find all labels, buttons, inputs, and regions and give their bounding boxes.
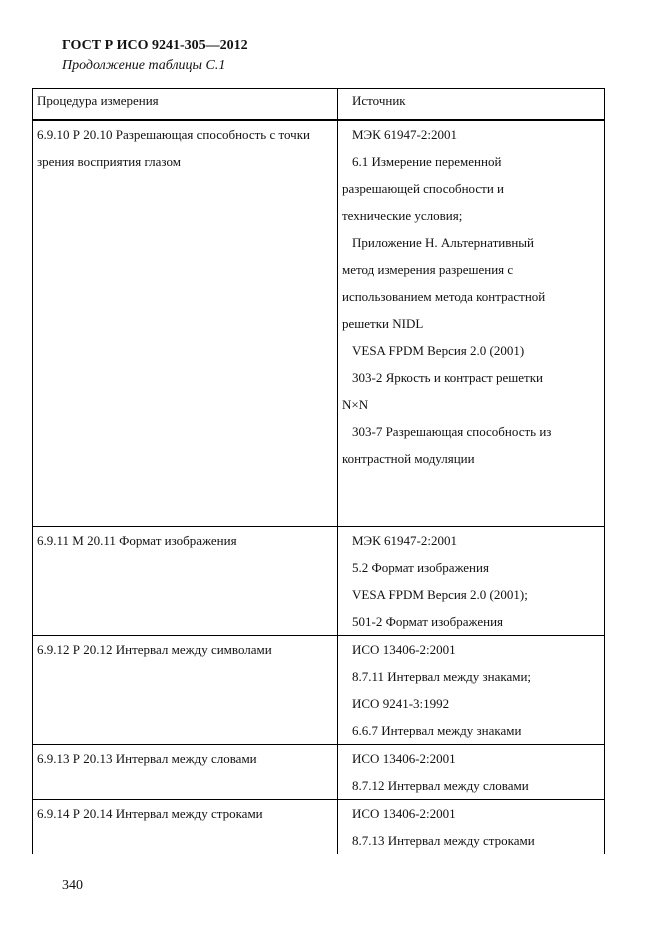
source-line: 303-7 Разрешающая способность из	[352, 424, 552, 439]
source-cell	[338, 527, 605, 636]
source-line: контрастной модуляции	[342, 451, 475, 466]
source-cell	[338, 120, 605, 527]
table-row	[33, 636, 605, 745]
table-continuation-caption: Продолжение таблицы С.1	[62, 58, 226, 73]
document-title: ГОСТ Р ИСО 9241-305—2012	[62, 38, 248, 53]
source-line: 8.7.12 Интервал между словами	[352, 778, 529, 793]
source-line: 5.2 Формат изображения	[352, 560, 489, 575]
source-line	[338, 472, 596, 499]
source-line: VESA FPDM Версия 2.0 (2001)	[352, 343, 525, 358]
source-line: ИСО 13406-2:2001	[352, 751, 456, 766]
table-row	[33, 800, 605, 855]
procedure-cell: 6.9.14 Р 20.14 Интервал между строками	[33, 800, 338, 855]
source-line: N×N	[342, 397, 369, 412]
page-number: 340	[62, 878, 83, 893]
source-line: ИСО 13406-2:2001	[352, 642, 456, 657]
procedure-cell: 6.9.11 М 20.11 Формат изображения	[33, 527, 338, 636]
source-line: использованием метода контрастной	[342, 289, 546, 304]
source-line: МЭК 61947-2:2001	[352, 127, 458, 142]
table-row	[33, 527, 605, 636]
source-line: 8.7.11 Интервал между знаками;	[352, 669, 532, 684]
source-line: VESA FPDM Версия 2.0 (2001);	[352, 587, 528, 602]
table-row	[33, 745, 605, 800]
measurement-table	[32, 88, 605, 854]
source-cell	[338, 745, 605, 800]
source-cell	[338, 800, 605, 855]
table-body	[33, 120, 605, 854]
source-line: 303-2 Яркость и контраст решетки	[352, 370, 543, 385]
procedure-cell: 6.9.12 Р 20.12 Интервал между символами	[33, 636, 338, 745]
column-header-source: Источник	[338, 89, 605, 121]
source-line: МЭК 61947-2:2001	[352, 533, 458, 548]
procedure-cell: 6.9.10 Р 20.10 Разрешающая способность с точки зрения восприятия глазом	[33, 120, 338, 527]
table-header	[33, 89, 605, 121]
table-header-row	[33, 89, 605, 121]
source-line: ИСО 13406-2:2001	[352, 806, 456, 821]
source-line: 6.6.7 Интервал между знаками	[352, 723, 522, 738]
source-line: Приложение Н. Альтернативный	[352, 235, 534, 250]
source-line: разрешающей способности и	[342, 181, 504, 196]
procedure-cell: 6.9.13 Р 20.13 Интервал между словами	[33, 745, 338, 800]
source-line	[338, 499, 596, 526]
column-header-procedure: Процедура измерения	[33, 89, 338, 121]
source-cell	[338, 636, 605, 745]
source-line: 6.1 Измерение переменной	[352, 154, 502, 169]
source-line: 501-2 Формат изображения	[352, 614, 504, 629]
source-line: технические условия;	[342, 208, 463, 223]
source-line: метод измерения разрешения с	[342, 262, 514, 277]
table-row	[33, 120, 605, 527]
source-line: 8.7.13 Интервал между строками	[352, 833, 535, 848]
source-line: ИСО 9241-3:1992	[352, 696, 450, 711]
source-line: решетки NIDL	[342, 316, 424, 331]
